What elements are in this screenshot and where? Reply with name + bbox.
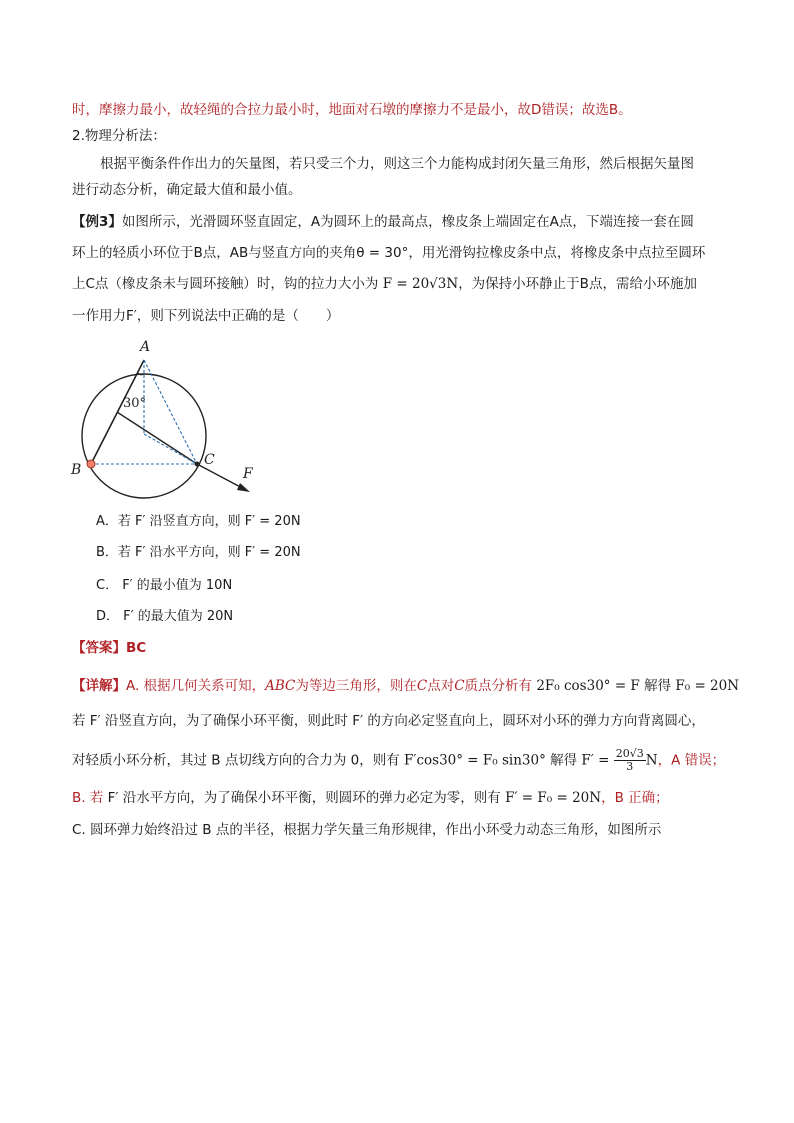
option-b: B．若 F′ 沿水平方向，则 F′ = 20N (96, 545, 301, 560)
angle-label: 30° (123, 396, 147, 411)
fraction-denominator: 3 (626, 760, 634, 773)
example-text-3b: ，为保持小环静止于B点，需给小环施加 (458, 276, 697, 292)
detail-line-1 (72, 676, 739, 696)
label-f: F (243, 466, 253, 482)
detail-text-1d: 点对 (427, 678, 455, 694)
section-heading: 2.物理分析法： (72, 128, 166, 144)
example-line-3 (72, 274, 697, 294)
arrow-head-icon (237, 483, 250, 492)
detail-text-1a: A. 根据几何关系可知， (126, 678, 266, 694)
rubber-band-to-c (117, 412, 197, 464)
method-text-2: 进行动态分析，确定最大值和最小值。 (72, 182, 302, 198)
horizontal-force-formula: F′ = F₀ = 20N (505, 790, 602, 806)
triangle-abc: ABC (265, 678, 296, 694)
detail-line-2: 若 F′ 沿竖直方向，为了确保小环平衡，则此时 F′ 的方向必定竖直向上，圆环对小环的弹力方向背离圆心， (72, 713, 705, 729)
label-c: C (204, 452, 215, 468)
detail-text-1b: 为等边三角形，则在 (295, 678, 417, 694)
equilibrium-formula-2: F′cos30° = F₀ sin30° 解得 F′ = (404, 752, 610, 769)
answer-tag: 【答案】 (72, 640, 126, 656)
equilibrium-formula-1: 2F₀ cos30° = F 解得 F₀ = 20N (536, 678, 740, 694)
unit-n: N (645, 752, 658, 769)
option-c: C． F′ 的最小值为 10N (96, 578, 233, 593)
ring-figure (60, 330, 280, 510)
pull-force-formula: F = 20√3N (382, 276, 459, 292)
answer-value: BC (126, 640, 147, 656)
detail-tag: 【详解】 (72, 678, 126, 694)
label-a: A (140, 339, 151, 355)
detail-line-5: C. 圆环弹力始终沿过 B 点的半径，根据力学矢量三角形规律，作出小环受力动态三角形，如图所示 (72, 822, 662, 838)
fraction-numerator: 20√3 (615, 747, 644, 760)
fraction-result (614, 748, 646, 773)
ring-point-b (87, 460, 95, 468)
point-c (195, 462, 200, 467)
example-tag: 【例3】 (72, 214, 122, 230)
label-b: B (71, 462, 82, 478)
answer-line (72, 638, 146, 658)
example-text-3a: 上C点（橡皮条未与圆环接触）时，钩的拉力大小为 (72, 276, 379, 292)
detail-text-4a: B. 若 (72, 790, 104, 806)
detail-line-4 (72, 788, 669, 808)
option-a: A．若 F′ 沿竖直方向，则 F′ = 20N (96, 514, 301, 529)
detail-text-4b: F′ 沿水平方向，为了确保小环平衡，则圆环的弹力必定为零，则有 (107, 790, 501, 806)
detail-text-3b: ，A 错误； (657, 752, 726, 769)
detail-text-1f: 质点分析有 (464, 678, 533, 694)
dashed-center-c (144, 434, 197, 464)
method-text-1: 根据平衡条件作出力的矢量图，若只受三个力，则这三个力能构成封闭矢量三角形，然后根据矢量图 (100, 156, 694, 172)
example-line-4: 一作用力F′，则下列说法中正确的是（ ） (72, 308, 340, 324)
detail-line-3 (72, 748, 725, 773)
option-d: D． F′ 的最大值为 20N (96, 609, 234, 624)
intro-line-1: 时，摩擦力最小，故轻绳的合拉力最小时，地面对石墩的摩擦力不是最小，故D错误；故选B。 (72, 102, 632, 118)
detail-text-4c: ，B 正确； (601, 790, 669, 806)
example-text-1: 如图所示，光滑圆环竖直固定，A为圆环上的最高点，橡皮条上端固定在A点，下端连接一套在圆 (121, 214, 694, 230)
point-c-ref: C (416, 678, 428, 694)
example-line-1 (72, 212, 694, 232)
point-c-ref-2: C (454, 678, 465, 694)
detail-text-3a: 对轻质小环分析，其过 B 点切线方向的合力为 0，则有 (72, 752, 400, 769)
example-line-2: 环上的轻质小环位于B点，AB与竖直方向的夹角θ = 30°，用光滑钩拉橡皮条中点，将橡皮条中点拉至圆环 (72, 245, 706, 261)
